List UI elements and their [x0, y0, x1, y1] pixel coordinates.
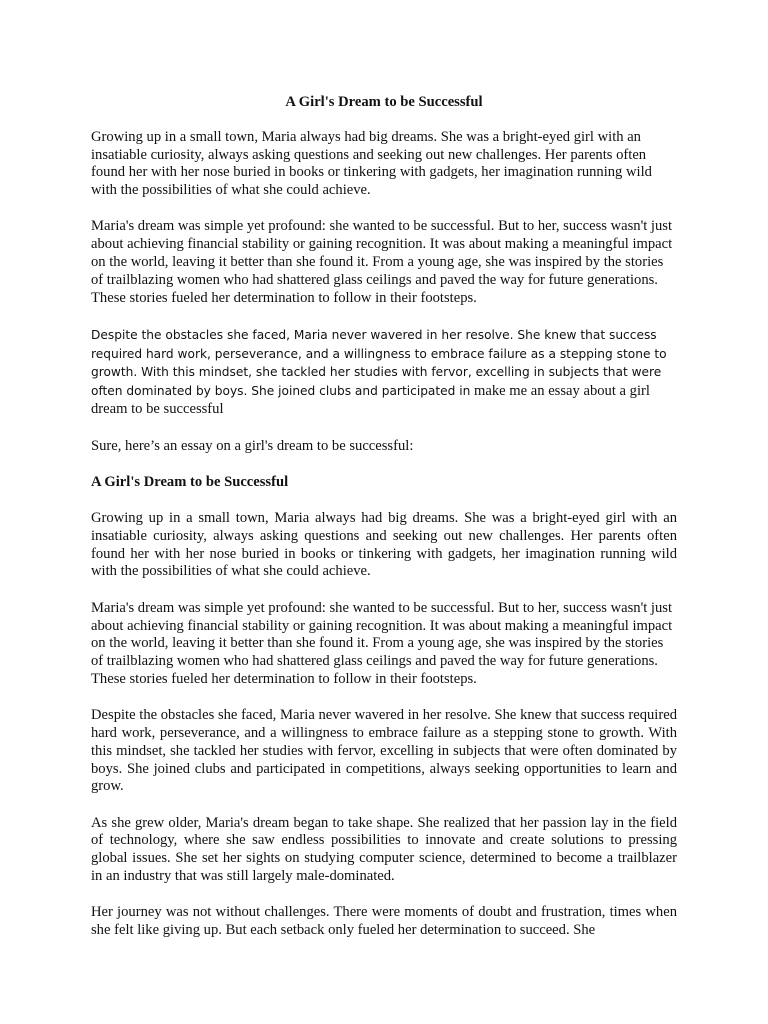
- paragraph-4: Growing up in a small town, Maria always had big dreams. She was a bright-eyed girl with an insatiable curiosity, always asking questions and seeking out new challenges. Her parents often found her with her nose buried in books or tinkering with gadgets, her imagination running wild with the possibilities of what she could achieve.: [91, 510, 677, 580]
- paragraph-3-body: Despite the obstacles she faced, Maria never wavered in her resolve. She knew that success required hard work, perseverance, and a willingness to embrace failure as a stepping stone to growth. With this mindset, she tackled her studies with fervor, excelling in subjects that were often dominated by boys. She joined clubs and participated in: [91, 327, 667, 398]
- paragraph-2: Maria's dream was simple yet profound: she wanted to be successful. But to her, success wasn't just about achieving financial stability or gaining recognition. It was about making a meaningful impact on the world, leaving it better than she found it. From a young age, she was inspired by the stories of trailblazing women who had shattered glass ceilings and paved the way for future generations. These stories fueled her determination to follow in their footsteps.: [91, 218, 673, 306]
- intro-line: Sure, here’s an essay on a girl's dream to be successful:: [91, 437, 414, 454]
- paragraph-7: As she grew older, Maria's dream began to take shape. She realized that her passion lay in the field of technology, where she saw endless possibilities to innovate and create solutions to pressing global issues. She set her sights on studying computer science, determined to become a trailblazer in an industry that was still largely male-dominated.: [91, 814, 677, 885]
- paragraph-8: Her journey was not without challenges. There were moments of doubt and frustration, times when she felt like giving up. But each setback only fueled her determination to succeed. She: [91, 904, 677, 939]
- paragraph-5: Maria's dream was simple yet profound: she wanted to be successful. But to her, success wasn't just about achieving financial stability or gaining recognition. It was about making a meaningful impact on the world, leaving it better than she found it. From a young age, she was inspired by the stories of trailblazing women who had shattered glass ceilings and paved the way for future generations. These stories fueled her determination to follow in their footsteps.: [91, 599, 673, 687]
- paragraph-1: Growing up in a small town, Maria always had big dreams. She was a bright-eyed girl with an insatiable curiosity, always asking questions and seeking out new challenges. Her parents often found her with her nose buried in books or tinkering with gadgets, her imagination running wild with the possibilities of what she could achieve.: [91, 128, 652, 199]
- document-body: [91, 94, 677, 958]
- essay-subheading: A Girl's Dream to be Successful: [91, 474, 289, 491]
- paragraph-6: Despite the obstacles she faced, Maria never wavered in her resolve. She knew that success required hard work, perseverance, and a willingness to embrace failure as a stepping stone to growth. With this mindset, she tackled her studies with fervor, excelling in subjects that were often dominated by boys. She joined clubs and participated in competitions, always seeking opportunities to learn and grow.: [91, 707, 677, 795]
- essay-title: A Girl's Dream to be Successful: [285, 94, 483, 110]
- paragraph-3-prompt: make me an essay about a girl dream to be successful: [91, 382, 650, 418]
- paragraph-3: [91, 326, 677, 419]
